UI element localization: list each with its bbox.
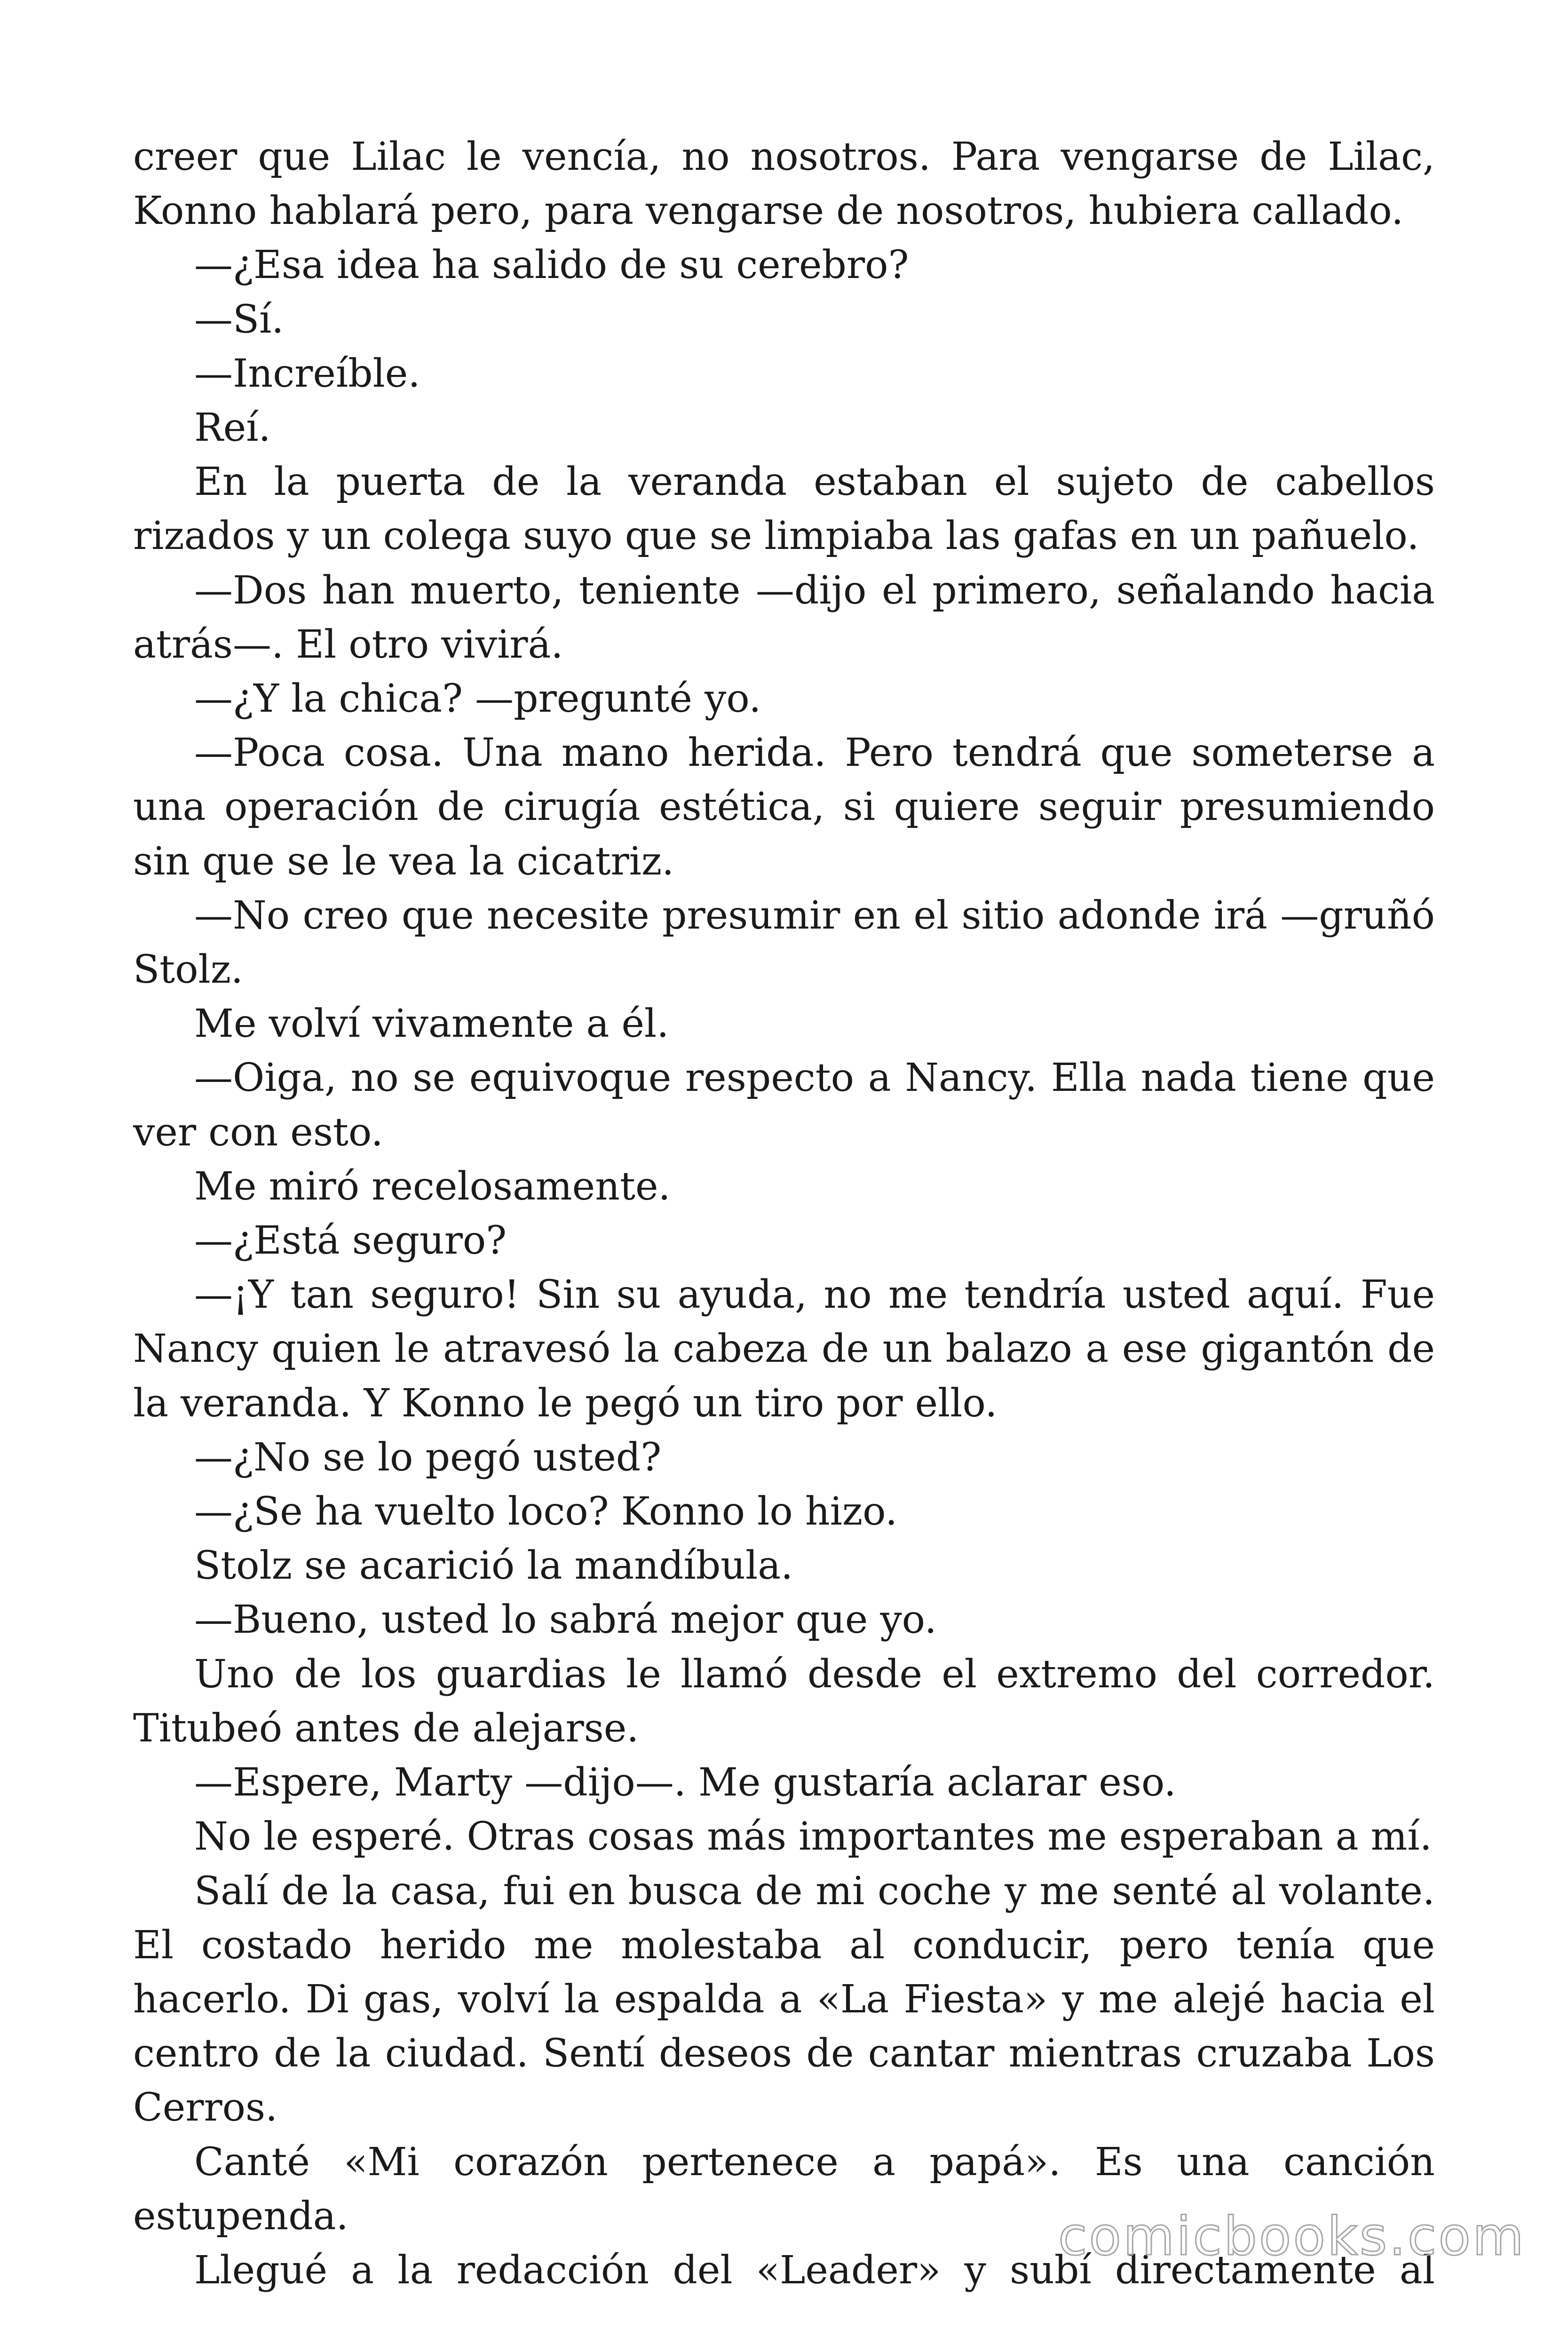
paragraph: En la puerta de la veranda estaban el sujeto de cabellos rizados y un colega suyo que se limpiaba las gafas en un pañuelo. — [133, 460, 1435, 559]
paragraph: Llegué a la redacción del «Leader» y subí directamente al — [194, 2248, 1435, 2293]
paragraph: —Sí. — [194, 297, 284, 342]
paragraph: Me miró recelosamente. — [194, 1164, 671, 1209]
paragraph: —¿Y la chica? —pregunté yo. — [194, 676, 761, 722]
paragraph: Reí. — [194, 405, 271, 451]
paragraph: —No creo que necesite presumir en el sitio adonde irá —gruñó Stolz. — [133, 893, 1435, 993]
paragraph: Canté «Mi corazón pertenece a papá». Es una canción estupenda. — [133, 2139, 1435, 2239]
paragraph: Me volví vivamente a él. — [194, 1001, 669, 1047]
paragraph: Uno de los guardias le llamó desde el extremo del corredor. Titubeó antes de alejarse. — [133, 1652, 1435, 1751]
paragraph: Stolz se acarició la mandíbula. — [194, 1543, 793, 1589]
paragraph: Salí de la casa, fui en busca de mi coche y me senté al volante. El costado herido me molestaba al conducir, pero tenía que hacerlo. Di gas, volví la espalda a «La Fiesta» y me alejé hacia el centro de la ciudad. Sentí deseos de cantar mientras cruzaba Los Cerros. — [133, 1868, 1435, 2130]
paragraph: —¡Y tan seguro! Sin su ayuda, no me tendría usted aquí. Fue Nancy quien le atravesó la cabeza de un balazo a ese gigantón de la veranda. Y Konno le pegó un tiro por ello. — [133, 1272, 1435, 1426]
paragraph: —¿Está seguro? — [194, 1218, 507, 1263]
paragraph: creer que Lilac le vencía, no nosotros. Para vengarse de Lilac, Konno hablará pero, para vengarse de nosotros, hubiera callado. — [133, 135, 1435, 234]
paragraph: —Espere, Marty —dijo—. Me gustaría aclarar eso. — [194, 1760, 1176, 1805]
paragraph: —Oiga, no se equivoque respecto a Nancy. Ella nada tiene que ver con esto. — [133, 1056, 1435, 1155]
paragraph: —Dos han muerto, teniente —dijo el primero, señalando hacia atrás—. El otro vivirá. — [133, 568, 1435, 667]
page-text — [133, 130, 1435, 2297]
paragraph: —¿No se lo pegó usted? — [194, 1435, 662, 1480]
watermark: comicbooks.com — [1058, 2206, 1526, 2267]
paragraph: —Increíble. — [194, 351, 420, 396]
paragraph: —¿Se ha vuelto loco? Konno lo hizo. — [194, 1489, 898, 1534]
paragraph: —Bueno, usted lo sabrá mejor que yo. — [194, 1597, 937, 1643]
paragraph: No le esperé. Otras cosas más importantes me esperaban a mí. — [194, 1814, 1432, 1859]
paragraph: —¿Esa idea ha salido de su cerebro? — [194, 243, 909, 288]
paragraph: —Poca cosa. Una mano herida. Pero tendrá que someterse a una operación de cirugía estética, si quiere seguir presumiendo sin que se le vea la cicatriz. — [133, 731, 1435, 884]
